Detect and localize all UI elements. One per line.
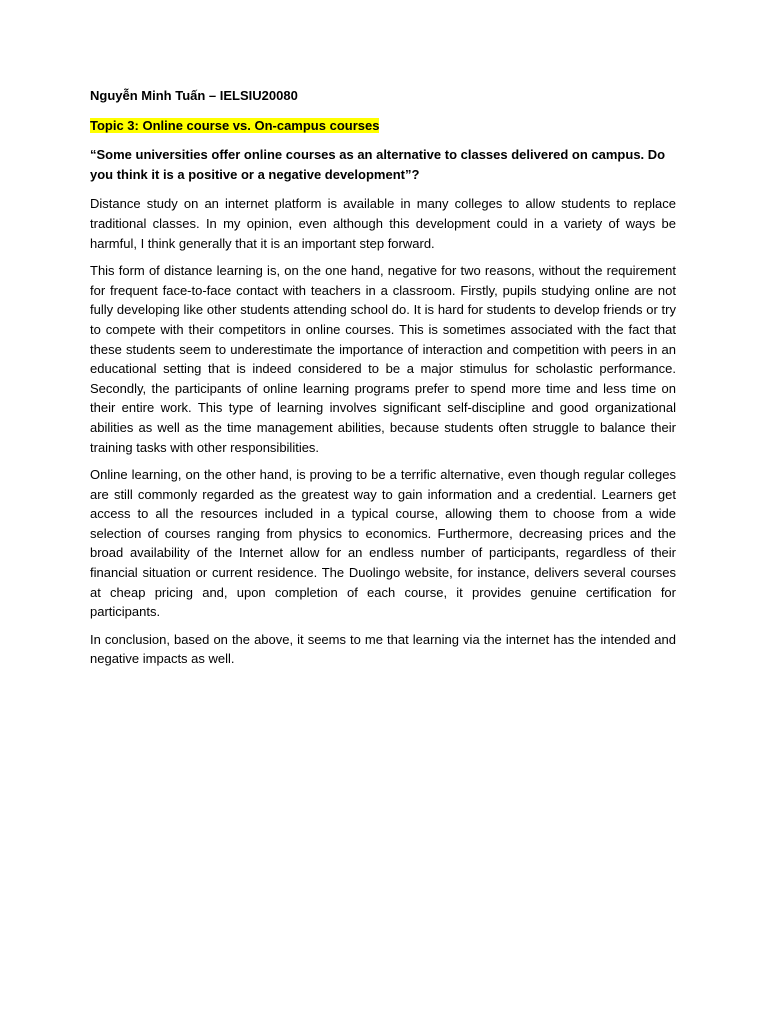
essay-question: “Some universities offer online courses as an alternative to classes delivered on campus. Do you think it is a positive or a negative development”?	[90, 147, 666, 182]
paragraph-positive: Online learning, on the other hand, is proving to be a terrific alternative, even though regular colleges are still commonly regarded as the greatest way to gain information and a credential. Learners get access to all the resources included in a typical course, allowing them to choose from a wide selection of courses ranging from physics to economics. Furthermore, decreasing prices and the broad availability of the Internet allow for an endless number of participants, regardless of their financial situation or current residence. The Duolingo website, for instance, delivers several courses at cheap pricing and, upon completion of each course, it provides genuine certification for participants.	[90, 467, 676, 620]
paragraph-introduction: Distance study on an internet platform is available in many colleges to allow students to replace traditional classes. In my opinion, even although this development could in a variety of ways be harmful, I think generally that it is an important step forward.	[90, 196, 676, 251]
author-line: Nguyễn Minh Tuấn – IELSIU20080	[90, 88, 298, 103]
paragraph-conclusion: In conclusion, based on the above, it seems to me that learning via the internet has the intended and negative impacts as well.	[90, 631, 676, 667]
topic-highlight: Topic 3: Online course vs. On-campus courses	[90, 117, 380, 133]
paragraph-negative: This form of distance learning is, on the one hand, negative for two reasons, without the requirement for frequent face-to-face contact with teachers in a classroom. Firstly, pupils studying online are not fully developing like other students attending school do. It is hard for students to develop friends or try to compete with their competitors in online courses. This is sometimes associated with the fact that these students seem to underestimate the importance of interaction and competition with peers in an educational setting that is indeed considered to be a major stimulus for scholastic performance. Secondly, the participants of online learning programs prefer to spend more time and less time on their entire work. This type of learning involves significant self-discipline and good organizational abilities as well as the time management abilities, because students often struggle to balance their training tasks with other responsibilities.	[90, 263, 676, 455]
topic-heading	[90, 116, 676, 136]
document-page	[90, 86, 676, 677]
